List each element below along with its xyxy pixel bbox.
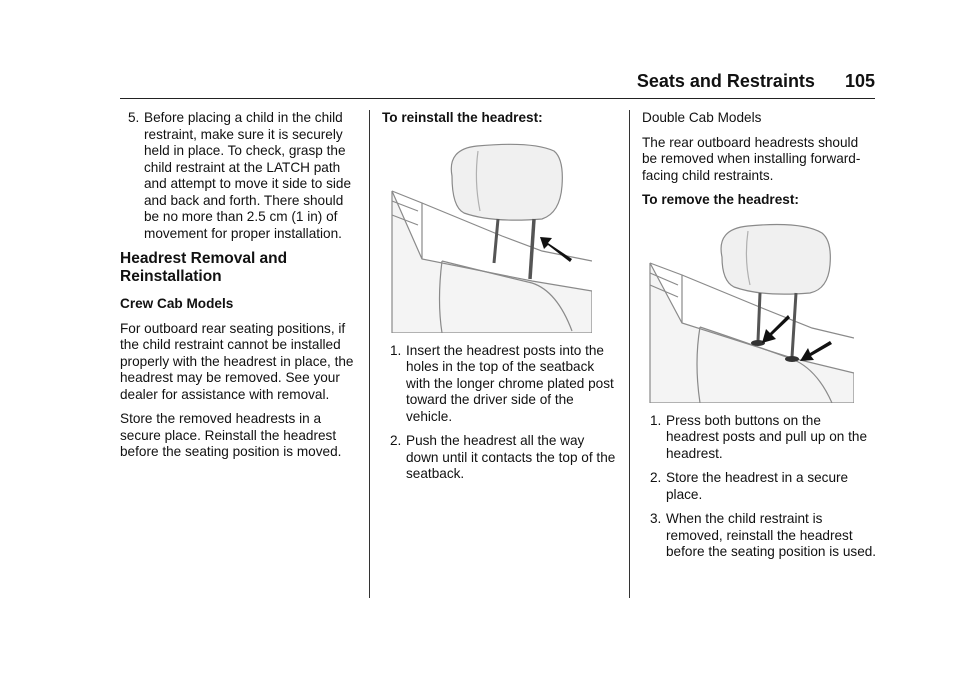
step-text: Before placing a child in the child restraint, make sure it is securely held in place. To check, grasp the child restraint at the LATCH path and attempt to move it side to side and back and forth. There should be no more than 2.5 cm (1 in) of movement for proper installation. [144,110,352,241]
headrest-remove-illustration [642,223,854,403]
step-number: 2. [650,470,662,485]
step-number: 1. [650,412,662,428]
step-number: 3. [650,511,662,526]
step-number: 2. [390,433,402,448]
column-1 [120,110,355,469]
list-item [120,110,355,242]
paragraph: For outboard rear seating positions, if the child restraint cannot be installed properly with the headrest in place, the headrest may be removed. See your dealer for assistance with removal. [120,320,354,402]
subheading: Crew Cab Models [120,296,234,311]
section-title: Seats and Restraints [636,71,815,91]
list-item [382,433,617,483]
paragraph: Store the removed headrests in a secure place. Reinstall the headrest before the seating position is moved. [120,411,342,459]
step-text: Push the headrest all the way down until it contacts the top of the seatback. [406,433,616,481]
list-item [642,470,877,503]
step-list [120,110,355,242]
list-item [642,511,877,561]
step-text: Store the headrest in a secure place. [666,470,849,502]
column-divider [629,110,630,598]
step-number: 1. [390,342,402,358]
column-divider [369,110,370,598]
step-list [382,343,617,483]
step-number: 5. [128,110,140,125]
step-text: Press both buttons on the headrest posts and pull up on the headrest. [666,412,868,461]
list-item [642,413,877,463]
subheading: Double Cab Models [642,110,762,125]
column-2 [382,110,617,491]
procedure-title: To remove the headrest: [642,192,799,207]
headrest-install-illustration [382,141,592,333]
step-text: When the child restraint is removed, reinstall the headrest before the seating position is used. [666,511,877,559]
page-header [120,68,875,99]
page-number: 105 [844,71,875,91]
paragraph: The rear outboard headrests should be removed when installing forward-facing child restraints. [642,134,861,183]
step-text: Insert the headrest posts into the holes in the top of the seatback with the longer chrome plated post toward the driver side of the vehicle. [406,342,614,424]
list-item [382,343,617,426]
section-heading: Headrest Removal and Reinstallation [120,250,288,285]
column-3 [642,110,877,569]
procedure-title: To reinstall the headrest: [382,110,543,125]
step-list [642,413,877,561]
